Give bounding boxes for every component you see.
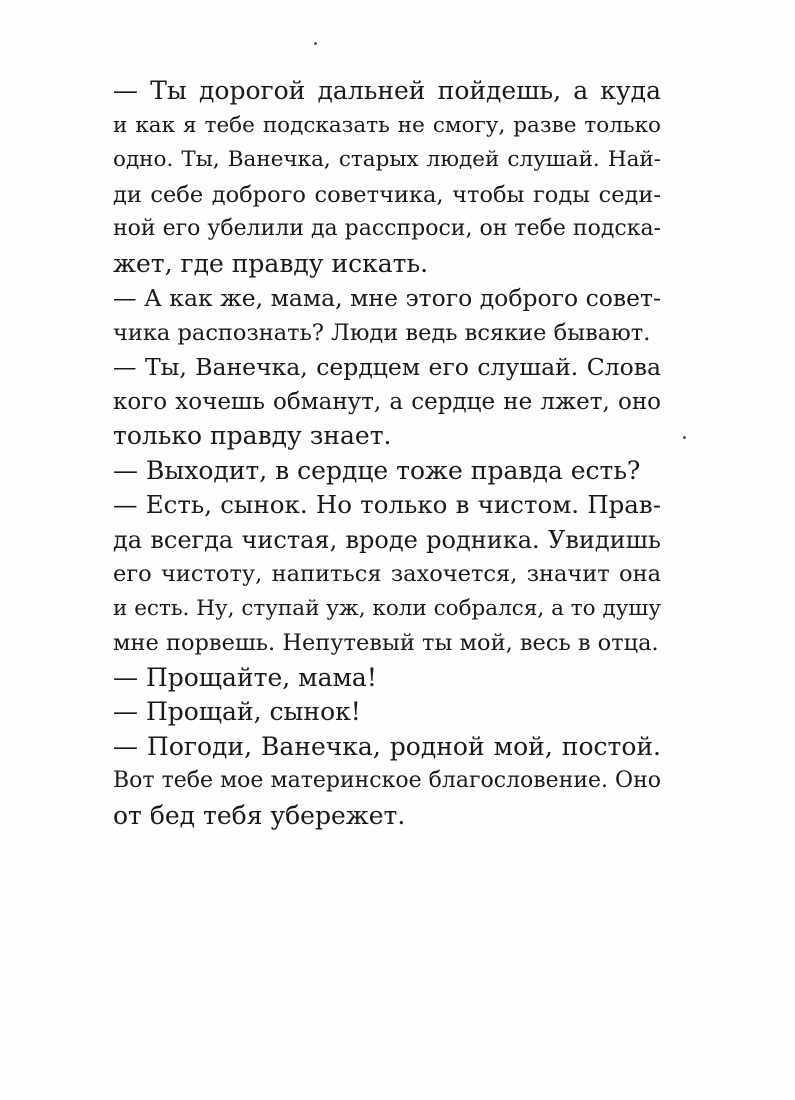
print-speck [683,436,686,439]
text-line: от бед тебя убережет. [113,800,406,830]
text-line: — Есть, сынок. Но только в чистом. Прав- [113,490,661,519]
text-line: чика распознать? Люди ведь всякие бывают. [113,319,651,346]
text-line: его чистоту, напиться захочется, значит она [113,561,661,587]
text-line: жет, где правду искать. [113,248,429,278]
text-line: — Ты, Ванечка, сердцем его слушай. Слова [113,353,661,381]
text-line: ди себе доброго советчика, чтобы годы седи- [113,181,661,208]
page-text [113,74,661,833]
text-line: и есть. Ну, ступай уж, коли собрался, а то душу [113,595,661,621]
text-line: — А как же, мама, мне этого доброго совет- [113,284,661,312]
text-line: — Ты дорогой дальней пойдешь, а куда [113,76,661,105]
text-line: Вот тебе мое материнское благословение. Оно [113,768,661,793]
text-line: — Прощай, сынок! [113,697,361,726]
text-line: кого хочешь обманут, а сердце не лжет, оно [113,388,661,415]
text-line: одно. Ты, Ванечка, старых людей слушай. Най- [113,147,661,172]
print-speck [314,42,317,45]
text-line: ной его убелили да расспроси, он тебе подска- [113,216,661,241]
text-line: — Выходит, в сердце тоже правда есть? [113,455,641,485]
text-line: — Погоди, Ванечка, родной мой, постой. [113,731,661,761]
text-line: мне порвешь. Непутевый ты мой, весь в отца. [113,630,659,656]
text-line: и как я тебе подсказать не смогу, разве только [113,112,661,138]
text-line: да всегда чистая, вроде родника. Увидишь [113,525,661,554]
text-line: — Прощайте, мама! [113,662,377,692]
text-line: только правду знает. [113,421,392,450]
